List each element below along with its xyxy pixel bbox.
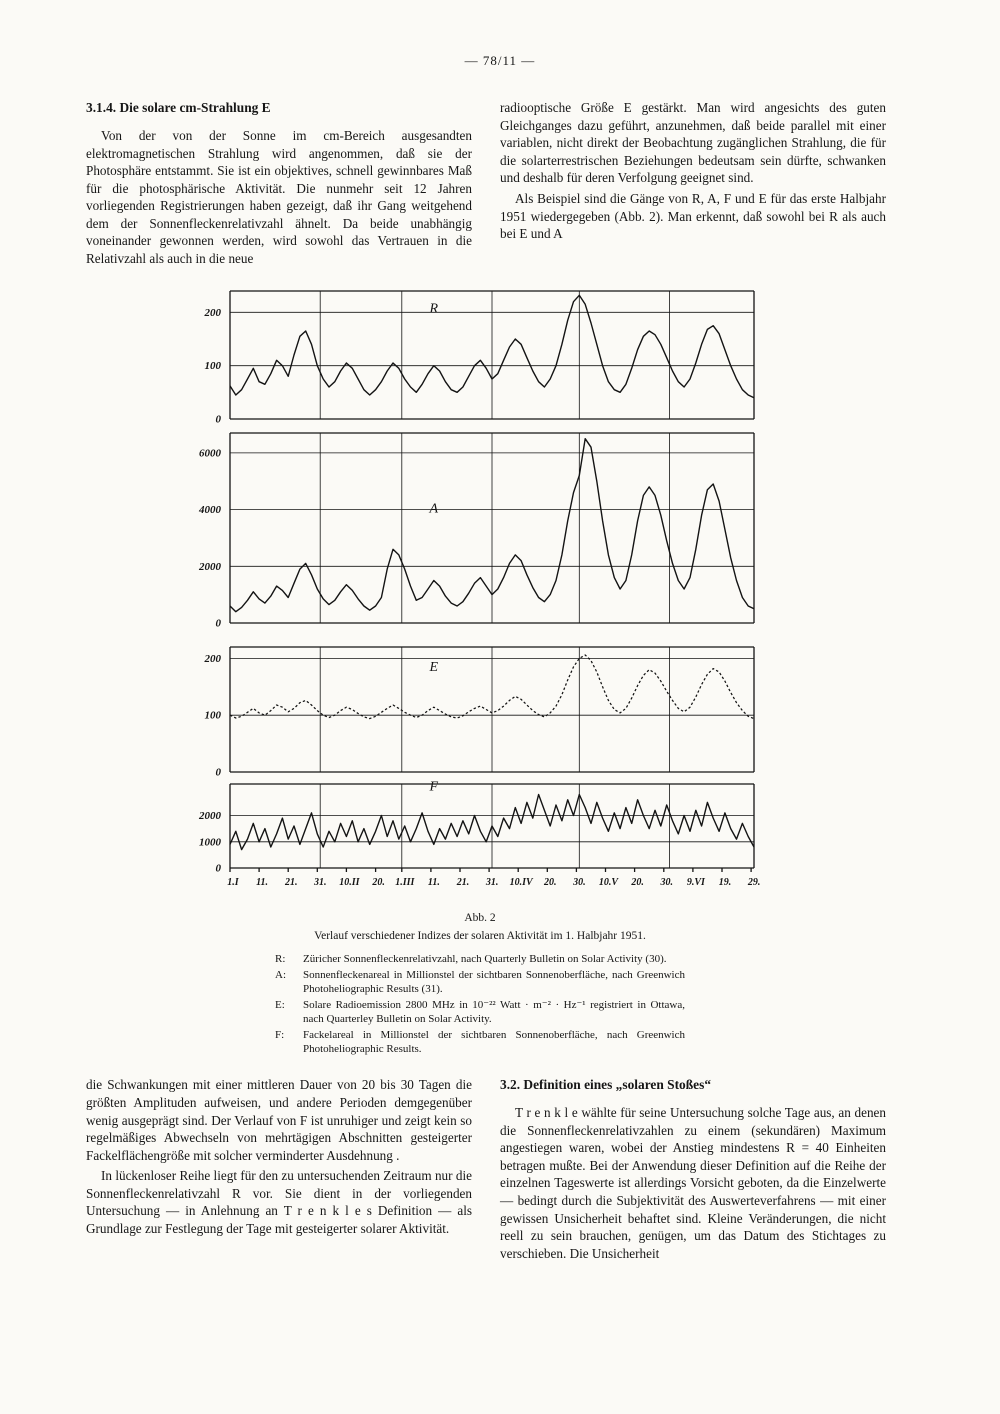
legend-text: Sonnenfleckenareal in Millionstel der sichtbaren Sonnenoberfläche, nach Greenwich Photoheliographic Results (31).	[303, 968, 685, 996]
legend-item	[275, 1028, 685, 1056]
paragraph: In lückenloser Reihe liegt für den zu untersuchenden Zeitraum nur die Sonnenfleckenrelativzahl R vor. Sie dient in der vorliegenden Untersuchung — in Anlehnung an T r e n k l e s Definition — als Grundlage zur Festlegung der Tage mit gesteigerter solarer Aktivität.	[86, 1168, 472, 1236]
svg-text:100: 100	[204, 710, 221, 723]
paragraph: Als Beispiel sind die Gänge von R, A, F und E für das erste Halbjahr 1951 wiedergegeben (Abb. 2). Man erkennt, daß sowohl bei R als auch bei E und A	[500, 191, 886, 242]
svg-text:29.: 29.	[747, 877, 761, 889]
top-right-column	[500, 99, 886, 270]
svg-text:11.: 11.	[256, 877, 269, 889]
svg-text:10.II: 10.II	[339, 877, 360, 889]
legend-key: A:	[275, 968, 286, 981]
svg-text:11.: 11.	[427, 877, 440, 889]
page-number: — 78/11 —	[464, 53, 536, 68]
figure-abb-2	[0, 286, 1000, 1056]
svg-text:21.: 21.	[456, 877, 470, 889]
svg-text:6000: 6000	[199, 447, 221, 460]
svg-text:30.: 30.	[660, 877, 674, 889]
svg-text:21.: 21.	[284, 877, 298, 889]
svg-text:E: E	[429, 660, 439, 676]
legend-item	[275, 952, 685, 966]
svg-text:20.: 20.	[544, 877, 557, 889]
figure-legend	[275, 952, 685, 1057]
legend-key: R:	[275, 952, 286, 965]
legend-text: Züricher Sonnenfleckenrelativzahl, nach Quarterly Bulletin on Solar Activity (30).	[303, 952, 667, 965]
svg-text:200: 200	[204, 307, 221, 320]
figure-caption-title: Verlauf verschiedener Indizes der solaren Aktivität im 1. Halbjahr 1951.	[314, 929, 646, 942]
svg-text:0: 0	[215, 617, 221, 630]
svg-text:1.III: 1.III	[395, 877, 415, 889]
svg-text:F: F	[429, 780, 439, 796]
svg-text:9.VI: 9.VI	[686, 877, 705, 889]
legend-text: Solare Radioemission 2800 MHz in 10⁻²² Watt · m⁻² · Hz⁻¹ registriert in Ottawa, nach Quarterley Bulletin on Solar Activity.	[303, 999, 685, 1026]
svg-text:0: 0	[215, 413, 221, 426]
svg-text:100: 100	[204, 360, 221, 373]
figure-caption	[85, 911, 875, 1056]
svg-text:200: 200	[204, 653, 221, 666]
svg-text:A: A	[429, 501, 439, 517]
svg-text:4000: 4000	[199, 504, 221, 517]
top-text-columns	[86, 99, 886, 270]
legend-key: E:	[275, 999, 285, 1012]
solar-activity-chart-stack	[180, 286, 1000, 899]
legend-text: Fackelareal in Millionstel der sichtbaren Sonnenoberfläche, nach Greenwich Photoheliographic Results.	[303, 1029, 685, 1056]
svg-text:31.: 31.	[485, 877, 499, 889]
svg-text:1000: 1000	[199, 836, 221, 849]
svg-text:30.: 30.	[573, 877, 586, 889]
paragraph: die Schwankungen mit einer mittleren Dauer von 20 bis 30 Tagen die größten Amplituden aufweisen, und andere Perioden demgegenüber wenig ausgeprägt sind. Der Verlauf von F ist unruhiger und zeigt kein so regelmäßiges Abwechseln von mehrtägigen Abschnitten gesteigerter Fackelflächengröße mit solcher verminderter Ausdehnung .	[86, 1077, 472, 1163]
figure-caption-label: Abb. 2	[464, 912, 496, 925]
paragraph: radiooptische Größe E gestärkt. Man wird angesichts des guten Gleichganges dazu geführt, anzunehmen, daß beide parallel mit einer variablen, nicht direkt der Beobachtung zugänglichen Strahlung, die für die solarterrestrischen Beziehungen bedeutsam sein dürfte, schwanken und deshalb für deren Verfolgung geeignet sind.	[500, 100, 886, 186]
svg-text:R: R	[429, 301, 439, 317]
svg-text:20.: 20.	[631, 877, 644, 889]
svg-text:0: 0	[215, 862, 221, 875]
legend-key: F:	[275, 1029, 285, 1042]
svg-text:31.: 31.	[314, 877, 327, 889]
svg-text:0: 0	[215, 766, 221, 779]
svg-text:19.: 19.	[718, 877, 732, 889]
solar-activity-charts	[180, 286, 762, 894]
svg-text:2000: 2000	[199, 561, 221, 574]
svg-text:10.IV: 10.IV	[509, 877, 533, 889]
section-heading-3-1-4: 3.1.4. Die solare cm-Strahlung E	[86, 100, 271, 116]
bottom-text-columns	[86, 1076, 886, 1265]
top-left-column	[86, 99, 472, 270]
paragraph: Von der von der Sonne im cm-Bereich ausgesandten elektromagnetischen Strahlung wird angenommen, daß sie der Photosphäre entstammt. Sie ist ein objektives, schnell gewinnbares Maß für die photosphärische Aktivität. Die nunmehr seit 12 Jahren vorliegenden Registrierungen haben gezeigt, daß ihr Gang weitgehend dem der Sonnenfleckenrelativzahl ähnelt. Da beide unabhängig voneinander gewonnen werden, wird sowohl das Vertrauen in die Relativzahl als auch in die neue	[86, 128, 472, 266]
svg-text:10.V: 10.V	[598, 877, 619, 889]
svg-text:2000: 2000	[199, 810, 221, 823]
legend-item	[275, 968, 685, 996]
bottom-right-column	[500, 1076, 886, 1265]
section-heading-3-2: 3.2. Definition eines „solaren Stoßes“	[500, 1077, 712, 1093]
legend-item	[275, 998, 685, 1026]
svg-text:20.: 20.	[372, 877, 385, 889]
svg-text:1.I: 1.I	[227, 877, 239, 889]
bottom-left-column	[86, 1076, 472, 1265]
paragraph: T r e n k l e wählte für seine Untersuchung solche Tage aus, an denen die Sonnenfleckenrelativzahlen zu einem (sekundären) Maximum angestiegen waren, wobei der Anstieg mindestens R = 40 Einheiten betragen mußte. Bei der Anwendung dieser Definition auf die Reihe der einzelnen Tageswerte ist allerdings Vorsicht geboten, da die Einzelwerte — bedingt durch die Subjektivität des Auswerteverfahrens — mit einer gewissen Unsicherheit behaftet sind. Kleine Veränderungen, die nicht reell zu sein brauchen, genügen, um das Datum des Stichtages zu verschieben. Die Unsicherheit	[500, 1105, 886, 1261]
